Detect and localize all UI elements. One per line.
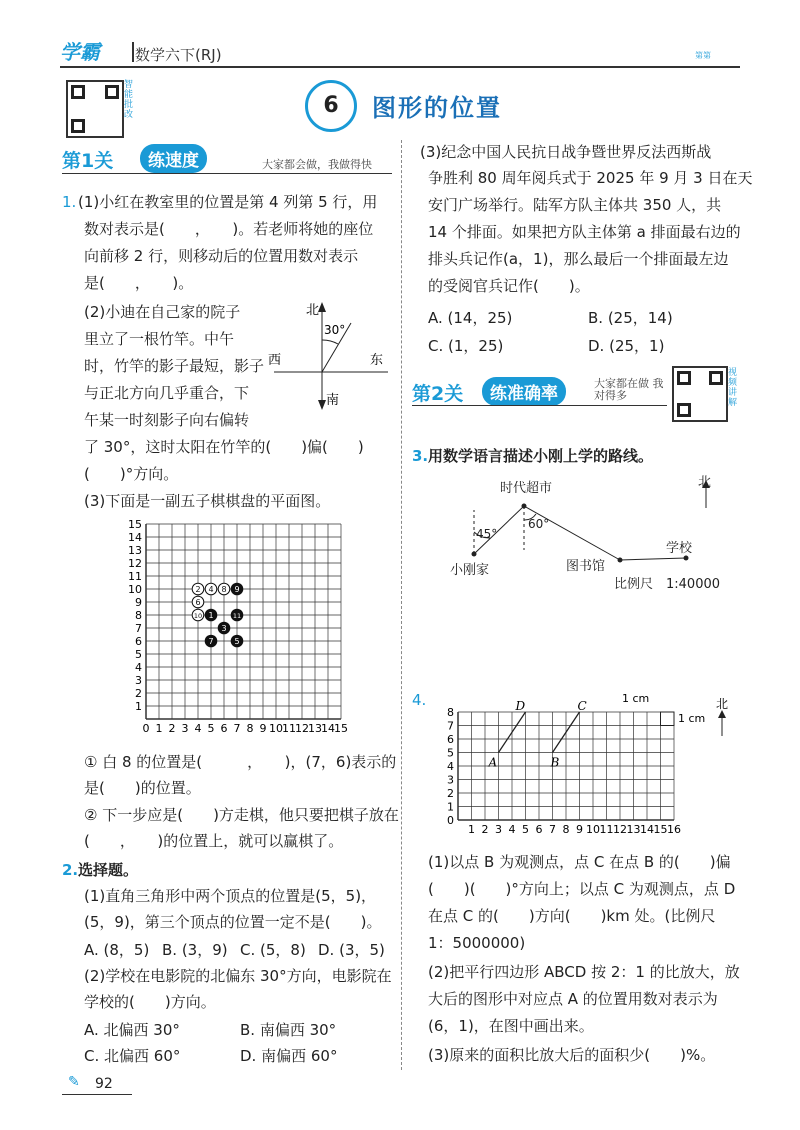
board-x-tick: 5 bbox=[207, 722, 215, 735]
column-divider bbox=[401, 140, 403, 1070]
level1-label: 第1关 bbox=[62, 150, 114, 172]
q1-2-line4: 与正北方向几乎重合，下 bbox=[84, 384, 250, 402]
chapter-title: 图形的位置 bbox=[372, 94, 502, 122]
stone-label: 4 bbox=[208, 585, 214, 594]
q2-number: 2. bbox=[62, 861, 79, 879]
qr-tag-right: 视频讲解 bbox=[728, 368, 738, 408]
board-x-tick: 3 bbox=[181, 722, 189, 735]
stone-label: 1 bbox=[208, 611, 214, 620]
q1-2-line6: 了 30°，这时太阳在竹竿的( )偏( ) bbox=[84, 438, 364, 456]
board-y-tick: 4 bbox=[135, 661, 142, 674]
q2-2-line2: 学校的( )方向。 bbox=[84, 993, 216, 1011]
q4-3-line1: (3)原来的面积比放大后的面积少( )%。 bbox=[428, 1046, 716, 1064]
level2-badge: 练准确率 bbox=[482, 377, 566, 406]
q1-3r-line2: 争胜利 80 周年阅兵式于 2025 年 9 月 3 日在天 bbox=[428, 169, 753, 187]
q2-1-line2: (5，9)，第三个顶点的位置一定不是( )。 bbox=[84, 913, 382, 931]
stone-label: 6 bbox=[195, 598, 201, 607]
board-x-tick: 14 bbox=[321, 722, 335, 735]
q4-x-tick: 4 bbox=[508, 823, 516, 836]
q4-point-b: B bbox=[550, 755, 560, 770]
stone-label: 2 bbox=[195, 585, 201, 594]
board-x-tick: 12 bbox=[295, 722, 309, 735]
stone-label: 10 bbox=[193, 612, 203, 620]
q4-2-line3: (6，1)，在图中画出来。 bbox=[428, 1017, 594, 1035]
q1-3r-option-d: D. (25，1) bbox=[588, 337, 665, 355]
board-x-tick: 15 bbox=[334, 722, 348, 735]
footer-rule bbox=[62, 1094, 132, 1095]
q4-point-c: C bbox=[577, 699, 587, 713]
q4-north-label: 北 bbox=[716, 697, 729, 711]
route-angle-45: 45° bbox=[476, 527, 498, 541]
q4-unit-horizontal: 1 cm bbox=[622, 692, 650, 705]
board-y-tick: 15 bbox=[128, 518, 142, 531]
route-angle-60: 60° bbox=[528, 517, 550, 531]
q4-1-line2: ( )( )°方向上；以点 C 为观测点，点 D bbox=[428, 880, 736, 898]
board-x-tick: 6 bbox=[220, 722, 228, 735]
q4-1-line3: 在点 C 的( )方向( )km 处。(比例尺 bbox=[428, 907, 716, 925]
q1-3r-line1: (3)纪念中国人民抗日战争暨世界反法西斯战 bbox=[420, 143, 712, 161]
q1-2-line7: ( )°方向。 bbox=[84, 465, 179, 483]
q4-unit-box bbox=[661, 712, 675, 726]
q1-number: 1. bbox=[62, 193, 77, 211]
q2-1-option-d: D. (3，5) bbox=[318, 941, 385, 959]
q4-y-tick: 3 bbox=[447, 773, 454, 787]
page-number: 92 bbox=[95, 1076, 113, 1092]
q4-1-line4: 1：5000000) bbox=[428, 934, 526, 952]
pencil-icon: ✎ bbox=[68, 1074, 80, 1090]
q4-y-tick: 8 bbox=[447, 706, 454, 719]
q1-3-line1: (3)下面是一副五子棋棋盘的平面图。 bbox=[84, 492, 331, 510]
qr-code-right[interactable] bbox=[672, 366, 728, 422]
level1-subtitle: 大家都会做，我做得快 bbox=[262, 158, 372, 171]
q1-3-a-line1: ① 白 8 的位置是( ， )，(7，6)表示的 bbox=[84, 753, 397, 771]
q4-y-tick: 0 bbox=[447, 814, 454, 827]
q4-grid bbox=[440, 690, 740, 838]
stone-label: 11 bbox=[232, 612, 242, 620]
q4-y-tick: 7 bbox=[447, 719, 454, 733]
q2-1-option-c: C. (5，8) bbox=[240, 941, 306, 959]
board-y-tick: 6 bbox=[135, 635, 142, 648]
board-y-tick: 10 bbox=[128, 583, 142, 596]
book-title: 数学六下(RJ) bbox=[135, 46, 222, 64]
q1-3r-line4: 14 个排面。如果把方队主体第 a 排面最右边的 bbox=[428, 223, 741, 241]
q4-point-a: A bbox=[488, 755, 498, 770]
qr-tag-left: 智能批改 bbox=[124, 80, 134, 120]
header-rule bbox=[60, 66, 740, 68]
board-x-tick: 13 bbox=[308, 722, 322, 735]
q4-x-tick: 5 bbox=[522, 823, 529, 836]
q4-x-tick: 1 bbox=[468, 823, 475, 836]
q4-x-tick: 10 bbox=[586, 823, 600, 836]
stone-label: 9 bbox=[234, 585, 240, 594]
route-label-supermarket: 时代超市 bbox=[500, 481, 553, 496]
q4-x-tick: 14 bbox=[640, 823, 654, 836]
compass-south: 南 bbox=[326, 393, 340, 408]
q1-1-line4: 是( ， )。 bbox=[84, 274, 194, 292]
board-y-tick: 13 bbox=[128, 544, 142, 557]
board-y-tick: 1 bbox=[135, 700, 142, 713]
q4-y-tick: 4 bbox=[447, 760, 454, 773]
q3-title: 用数学语言描述小刚上学的路线。 bbox=[428, 447, 654, 465]
route-map bbox=[440, 470, 740, 596]
q1-3r-line5: 排头兵记作(a，1)，那么最后一个排面最左边 bbox=[428, 250, 729, 268]
board-x-tick: 8 bbox=[246, 722, 254, 735]
q4-1-line1: (1)以点 B 为观测点，点 C 在点 B 的( )偏 bbox=[428, 853, 731, 871]
stone-label: 8 bbox=[221, 585, 227, 594]
q1-2-line3: 时，竹竿的影子最短，影子 bbox=[84, 357, 265, 375]
board-x-tick: 11 bbox=[282, 722, 296, 735]
board-y-tick: 8 bbox=[135, 609, 142, 622]
q4-y-tick: 1 bbox=[447, 800, 454, 814]
q1-3r-option-c: C. (1，25) bbox=[428, 337, 504, 355]
q2-title: 选择题。 bbox=[78, 861, 139, 879]
q1-2-line1: (2)小迪在自己家的院子 bbox=[84, 303, 241, 321]
q3-number: 3. bbox=[412, 447, 429, 465]
board-y-tick: 7 bbox=[135, 622, 142, 635]
q1-2-line2: 里立了一根竹竿。中午 bbox=[84, 330, 235, 348]
q2-1-option-b: B. (3，9) bbox=[162, 941, 228, 959]
q2-2-option-b: B. 南偏西 30° bbox=[240, 1021, 337, 1039]
level2-label: 第2关 bbox=[412, 383, 464, 405]
q2-2-option-c: C. 北偏西 60° bbox=[84, 1047, 181, 1065]
stone-label: 7 bbox=[208, 637, 214, 646]
chapter-number: 6 bbox=[305, 80, 357, 132]
q4-2-line1: (2)把平行四边形 ABCD 按 2：1 的比放大，放 bbox=[428, 963, 740, 981]
q1-3r-line3: 安门广场举行。陆军方队主体共 350 人，共 bbox=[428, 196, 722, 214]
q4-x-tick: 3 bbox=[495, 823, 502, 836]
compass-diagram bbox=[266, 296, 396, 416]
q2-1-option-a: A. (8，5) bbox=[84, 941, 150, 959]
q4-number: 4. bbox=[412, 691, 427, 709]
board-x-tick: 9 bbox=[259, 722, 267, 735]
q4-x-tick: 2 bbox=[481, 823, 489, 836]
q4-2-line2: 大后的图形中对应点 A 的位置用数对表示为 bbox=[428, 990, 718, 1008]
q4-y-tick: 5 bbox=[447, 746, 454, 760]
board-x-tick: 7 bbox=[233, 722, 241, 735]
q4-north-arrowhead bbox=[718, 710, 726, 718]
board-x-tick: 1 bbox=[155, 722, 163, 735]
q4-y-tick: 2 bbox=[447, 787, 454, 800]
board-x-tick: 2 bbox=[168, 722, 176, 735]
stone-label: 3 bbox=[221, 624, 227, 633]
board-y-tick: 12 bbox=[128, 557, 142, 570]
q1-3-b-line2: ( ， )的位置上，就可以赢棋了。 bbox=[84, 832, 344, 850]
q2-1-line1: (1)直角三角形中两个顶点的位置是(5，5)， bbox=[84, 887, 377, 905]
brand-logo: 学霸 bbox=[60, 40, 100, 64]
route-scale: 比例尺 1:40000 bbox=[614, 577, 721, 592]
q4-x-tick: 7 bbox=[549, 823, 556, 836]
q2-2-option-a: A. 北偏西 30° bbox=[84, 1021, 180, 1039]
gomoku-board bbox=[118, 516, 356, 748]
q4-y-tick: 6 bbox=[447, 733, 454, 746]
board-y-tick: 5 bbox=[135, 648, 142, 661]
q2-2-line1: (2)学校在电影院的北偏东 30°方向，电影院在 bbox=[84, 967, 392, 985]
board-x-tick: 0 bbox=[142, 722, 150, 735]
board-y-tick: 14 bbox=[128, 531, 142, 544]
q2-2-option-d: D. 南偏西 60° bbox=[240, 1047, 338, 1065]
q4-x-tick: 15 bbox=[653, 823, 668, 836]
compass-angle: 30° bbox=[324, 323, 346, 337]
q4-x-tick: 9 bbox=[576, 823, 583, 836]
board-y-tick: 2 bbox=[135, 687, 142, 700]
board-y-tick: 9 bbox=[135, 596, 142, 609]
q1-1-line3: 向前移 2 行，则移动后的位置用数对表示 bbox=[84, 247, 359, 265]
qr-code-left[interactable] bbox=[66, 80, 124, 138]
board-y-tick: 11 bbox=[128, 570, 142, 583]
q1-3-b-line1: ② 下一步应是( )方走棋，他只要把棋子放在 bbox=[84, 806, 399, 824]
route-label-library: 图书馆 bbox=[566, 559, 606, 574]
level2-rule bbox=[412, 405, 667, 406]
q4-x-tick: 11 bbox=[599, 823, 614, 836]
level2-subtitle: 大家都在做 我对得多 bbox=[594, 377, 664, 402]
q1-1-line2: 数对表示是( ， )。若老师将她的座位 bbox=[84, 220, 374, 238]
q4-x-tick: 6 bbox=[535, 823, 543, 836]
board-x-tick: 10 bbox=[269, 722, 283, 735]
q1-1-line1: (1)小红在教室里的位置是第 4 列第 5 行，用 bbox=[78, 193, 378, 211]
stone-label: 5 bbox=[234, 637, 240, 646]
compass-east: 东 bbox=[370, 353, 384, 368]
q4-x-tick: 13 bbox=[626, 823, 641, 836]
level1-badge: 练速度 bbox=[140, 144, 207, 173]
board-y-tick: 3 bbox=[135, 674, 142, 687]
q1-3-a-line2: 是( )的位置。 bbox=[84, 779, 201, 797]
header-corner-mark: 第第 bbox=[695, 51, 711, 60]
q4-unit-vertical: 1 cm bbox=[678, 712, 706, 725]
q1-3r-option-b: B. (25，14) bbox=[588, 309, 673, 327]
compass-west: 西 bbox=[268, 353, 282, 368]
q1-3r-option-a: A. (14，25) bbox=[428, 309, 513, 327]
route-label-school: 学校 bbox=[666, 541, 693, 556]
q1-2-line5: 午某一时刻影子向右偏转 bbox=[84, 411, 250, 429]
q4-x-tick: 12 bbox=[613, 823, 627, 836]
board-x-tick: 4 bbox=[194, 722, 202, 735]
q4-x-tick: 8 bbox=[562, 823, 570, 836]
q1-3r-line6: 的受阅官兵记作( )。 bbox=[428, 277, 590, 295]
header-divider bbox=[132, 42, 134, 62]
q4-x-tick: 16 bbox=[667, 823, 681, 836]
level1-rule bbox=[62, 173, 392, 174]
route-north: 北 bbox=[698, 475, 712, 490]
compass-north: 北 bbox=[306, 303, 320, 318]
route-label-home: 小刚家 bbox=[450, 563, 490, 578]
q4-point-d: D bbox=[515, 699, 526, 713]
